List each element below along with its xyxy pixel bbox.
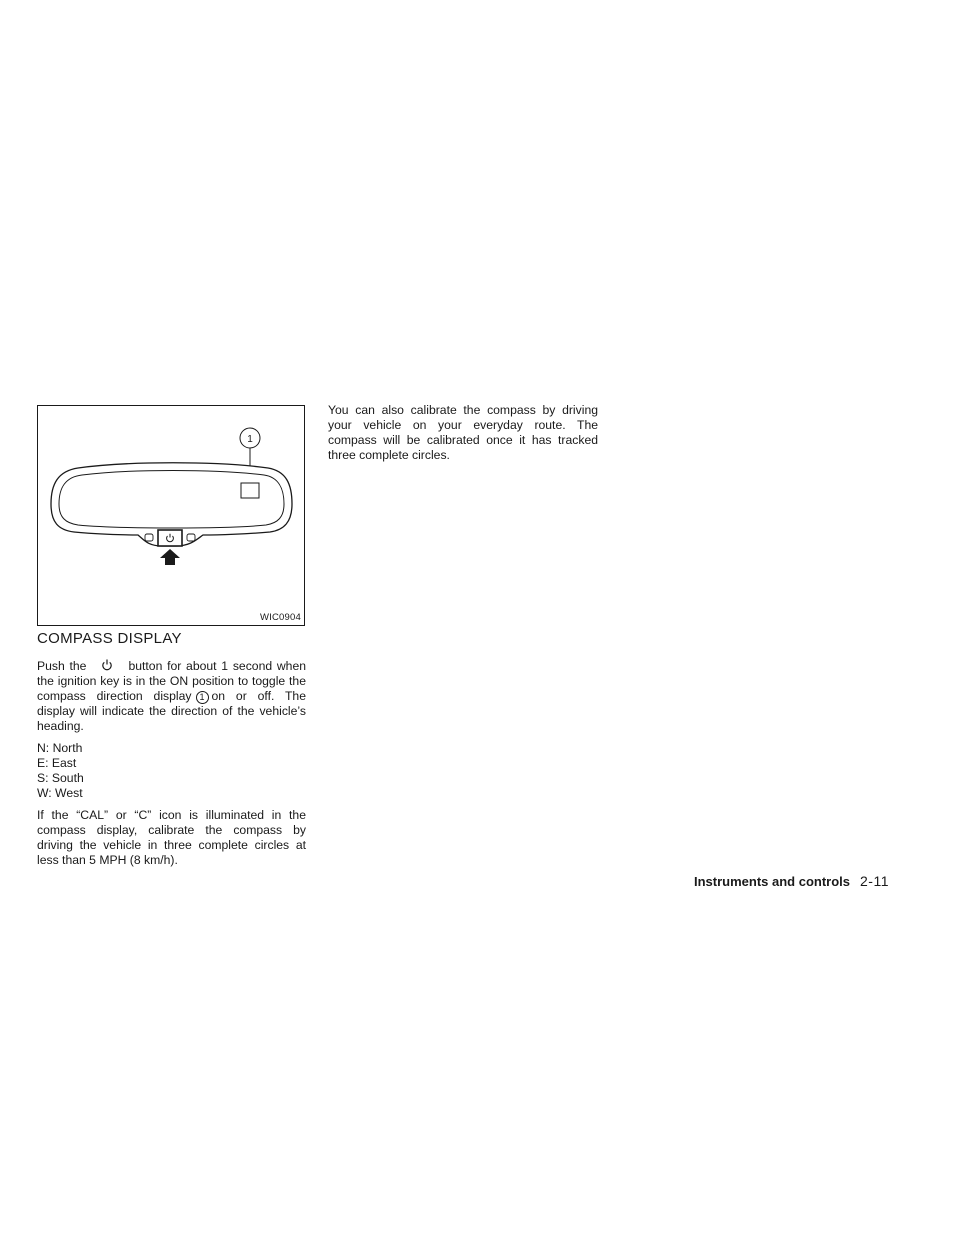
page-number: 2-11 bbox=[860, 873, 889, 889]
compass-display bbox=[241, 483, 259, 498]
para1-end: on or off. The display will indicate the direction of the vehicle’s heading. bbox=[37, 689, 306, 733]
left-button bbox=[145, 534, 153, 541]
direction-south: S: South bbox=[37, 771, 84, 785]
mirror-illustration bbox=[37, 405, 305, 626]
callout-number: 1 bbox=[247, 434, 253, 445]
arrow-up-icon bbox=[160, 549, 180, 565]
figure-code: WIC0904 bbox=[259, 612, 301, 623]
left-column bbox=[37, 659, 306, 875]
direction-west: W: West bbox=[37, 786, 83, 800]
paragraph-power-button bbox=[37, 659, 306, 734]
mirror-glass bbox=[59, 471, 284, 529]
section-heading: COMPASS DISPLAY bbox=[37, 630, 182, 647]
para1-before: Push the bbox=[37, 659, 87, 673]
direction-east: E: East bbox=[37, 756, 77, 770]
paragraph-calibration: If the “CAL” or “C” icon is illuminated in the compass display, calibrate the compass by driving the vehicle in three complete circles at less than 5 MPH (8 km/h). bbox=[37, 808, 306, 867]
footer-section-title: Instruments and controls bbox=[693, 874, 851, 889]
power-button bbox=[158, 530, 182, 546]
paragraph-route-calibration: You can also calibrate the compass by driving your vehicle on your everyday route. The compass will be calibrated once it has tracked three complete circles. bbox=[328, 403, 598, 462]
right-column bbox=[328, 403, 598, 470]
mirror-drawing bbox=[38, 406, 306, 627]
power-icon bbox=[96, 659, 120, 671]
page-footer bbox=[694, 873, 889, 889]
direction-list bbox=[37, 741, 306, 801]
right-button bbox=[187, 534, 195, 541]
callout-one-icon: 1 bbox=[196, 691, 209, 704]
para1-after: button for about 1 second when the ignition key is in the ON position to toggle the compass direction display bbox=[37, 659, 307, 703]
direction-north: N: North bbox=[37, 741, 83, 755]
